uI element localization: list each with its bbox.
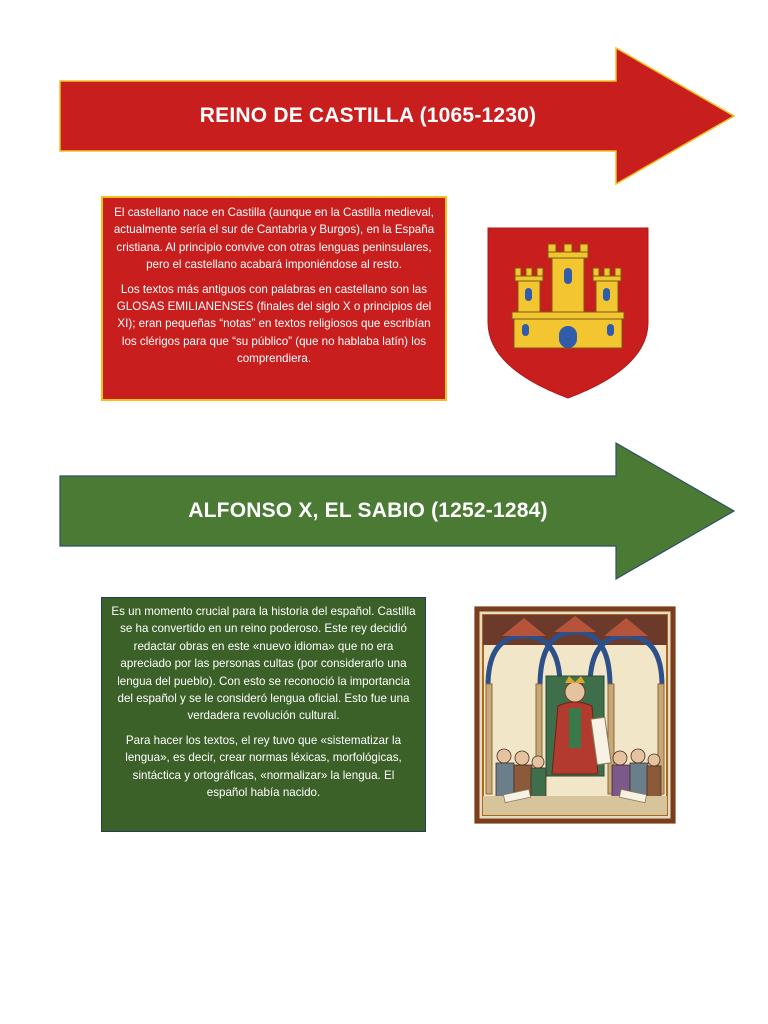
castilla-title: REINO DE CASTILLA (1065-1230) xyxy=(199,104,537,127)
alfonso-title-arrow xyxy=(58,441,738,581)
alfonso-text-box xyxy=(101,597,426,832)
castile-coat-of-arms xyxy=(486,226,650,400)
castilla-text-box xyxy=(101,196,447,401)
alfonso-x-medieval-illustration xyxy=(474,606,676,824)
alfonso-paragraph-2: Para hacer los textos, el rey tuvo que «sistematizar la lengua», es decir, crear normas léxicas, morfológicas, sintáctica y ortográficas, «normalizar» la lengua. El español había nacido. xyxy=(125,733,402,800)
castilla-paragraph-2: Los textos más antiguos con palabras en castellano son las GLOSAS EMILIANENSES (finales del siglo X o principios del XI); eran pequeñas “notas” en textos religiosos que escribían los clérigos para que “su público” (que no hablaba latín) los comprendiera. xyxy=(116,282,432,366)
castilla-title-arrow xyxy=(58,46,738,186)
alfonso-title: ALFONSO X, EL SABIO (1252-1284) xyxy=(188,499,548,522)
castilla-paragraph-1: El castellano nace en Castilla (aunque en la Castilla medieval, actualmente sería el sur de Cantabria y Burgos), en la España cristiana. Al principio convive con otras lenguas peninsulares, pero el castellano acabará imponiéndose al resto. xyxy=(113,206,435,272)
alfonso-paragraph-1: Es un momento crucial para la historia del español. Castilla se ha convertido en un reino poderoso. Este rey decidió redactar obras en este «nuevo idioma» que no era apreciado por las personas cultas (por considerarlo una lengua del pueblo). Con esto se reconoció la importancia del español y se le consideró lengua oficial. Esto fue una verdadera revolución cultural. xyxy=(111,605,416,723)
